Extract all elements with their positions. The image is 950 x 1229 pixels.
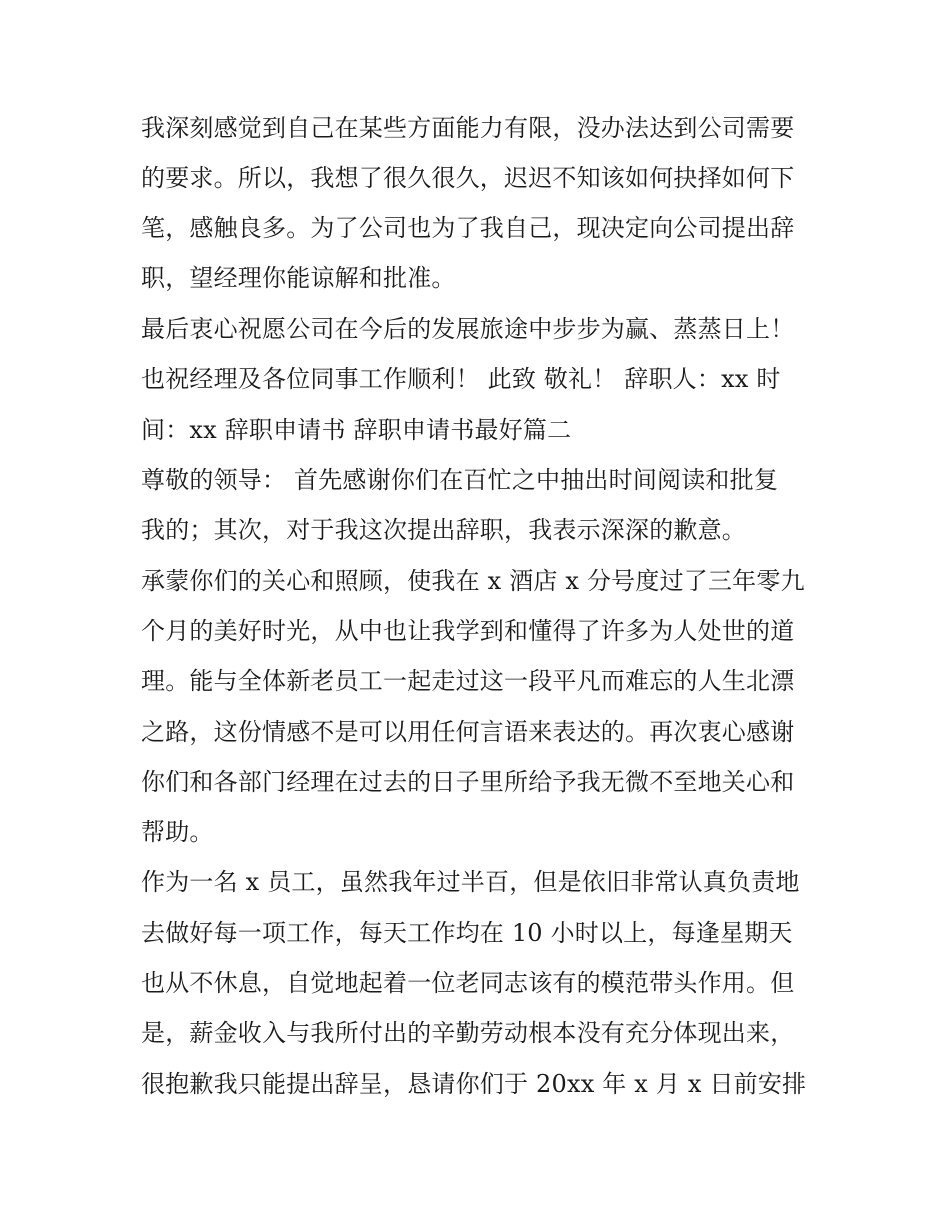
text-line: 最后衷心祝愿公司在今后的发展旅途中步步为赢、蒸蒸日上！ — [141, 315, 795, 343]
text-line: 间：xx 辞职申请书 辞职申请书最好篇二 — [141, 416, 572, 444]
text-line: 我深刻感觉到自己在某些方面能力有限，没办法达到公司需要 — [141, 114, 795, 142]
text-line: 作为一名 x 员工，虽然我年过半百，但是依旧非常认真负责地 — [141, 868, 800, 896]
text-line: 去做好每一项工作，每天工作均在 10 小时以上，每逢星期天 — [141, 919, 793, 947]
text-line: 承蒙你们的关心和照顾，使我在 x 酒店 x 分号度过了三年零九 — [141, 567, 805, 595]
text-line: 帮助。 — [141, 818, 214, 846]
text-line: 之路，这份情感不是可以用任何言语来表达的。再次衷心感谢 — [141, 718, 795, 746]
text-line: 笔，感触良多。为了公司也为了我自己，现决定向公司提出辞 — [141, 214, 795, 242]
text-line: 也从不休息，自觉地起着一位老同志该有的模范带头作用。但 — [141, 969, 795, 997]
text-line: 我的；其次，对于我这次提出辞职，我表示深深的歉意。 — [141, 516, 746, 544]
text-line: 很抱歉我只能提出辞呈，恳请你们于 20xx 年 x 月 x 日前安排 — [141, 1070, 807, 1098]
text-line: 你们和各部门经理在过去的日子里所给予我无微不至地关心和 — [141, 768, 795, 796]
text-line: 个月的美好时光，从中也让我学到和懂得了许多为人处世的道 — [141, 617, 795, 645]
text-line: 的要求。所以，我想了很久很久，迟迟不知该如何抉择如何下 — [141, 164, 795, 192]
text-line: 职，望经理你能谅解和批准。 — [141, 264, 456, 292]
text-line: 也祝经理及各位同事工作顺利！ 此致 敬礼！ 辞职人：xx 时 — [141, 365, 781, 393]
text-line: 尊敬的领导： 首先感谢你们在百忙之中抽出时间阅读和批复 — [141, 466, 779, 494]
text-line: 是，薪金收入与我所付出的辛勤劳动根本没有充分体现出来， — [141, 1019, 795, 1047]
text-line: 理。能与全体新老员工一起走过这一段平凡而难忘的人生北漂 — [141, 667, 795, 695]
